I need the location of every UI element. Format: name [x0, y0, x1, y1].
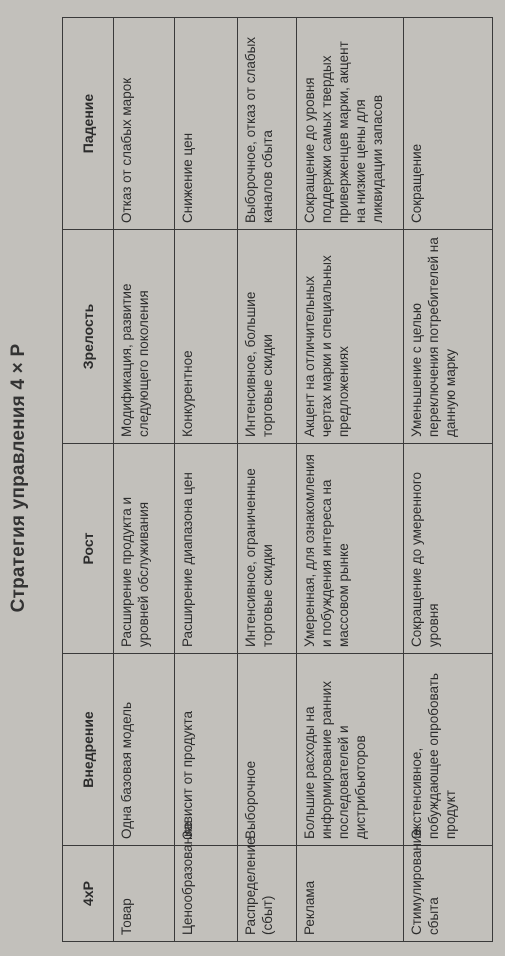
row-label: Товар: [114, 846, 175, 942]
table-cell: Интенсивное, ограниченные торговые скидки: [238, 444, 297, 654]
table-cell: Сокращение до уровня поддержки самых твердых приверженцев марки, акцент на низкие цены для ликвидации запасов: [297, 18, 404, 230]
table-cell: Уменьшение с целью переключения потребителей на данную марку: [404, 230, 493, 444]
table-cell: Снижение цен: [175, 18, 238, 230]
column-header: Внедрение: [63, 654, 114, 846]
table-cell: Акцент на отличительных чертах марки и специальных предложениях: [297, 230, 404, 444]
table-cell: Одна базовая модель: [114, 654, 175, 846]
table-cell: Модификация, развитие следующего поколения: [114, 230, 175, 444]
table-cell: Большие расходы на информирование ранних последователей и дистрибьюторов: [297, 654, 404, 846]
table-cell: Конкурентное: [175, 230, 238, 444]
table-row: [238, 18, 297, 942]
table-cell: Расширение продукта и уровней обслуживания: [114, 444, 175, 654]
row-label: Реклама: [297, 846, 404, 942]
page-title: Стратегия управления 4 × Р: [8, 343, 29, 613]
table-row: [114, 18, 175, 942]
table-cell: Отказ от слабых марок: [114, 18, 175, 230]
table-cell: Сокращение до умеренного уровня: [404, 444, 493, 654]
strategy-table: [62, 17, 493, 942]
column-header: Рост: [63, 444, 114, 654]
table-header-row: [63, 18, 114, 942]
table-cell: Выборочное, отказ от слабых каналов сбыта: [238, 18, 297, 230]
table-cell: Сокращение: [404, 18, 493, 230]
table-cell: Зависит от продукта: [175, 654, 238, 846]
table-cell: Экстенсивное, побуждающее опробовать продукт: [404, 654, 493, 846]
table-row: [297, 18, 404, 942]
table-row: [404, 18, 493, 942]
column-header: Падение: [63, 18, 114, 230]
column-header: 4хР: [63, 846, 114, 942]
table-row: [175, 18, 238, 942]
row-label: Ценообразование: [175, 846, 238, 942]
column-header: Зрелость: [63, 230, 114, 444]
table-cell: Расширение диапазона цен: [175, 444, 238, 654]
row-label: Стимулирование сбыта: [404, 846, 493, 942]
table-cell: Интенсивное, большие торговые скидки: [238, 230, 297, 444]
row-label: Распределение (сбыт): [238, 846, 297, 942]
table-cell: Умеренная, для ознакомления и побуждения интереса на массовом рынке: [297, 444, 404, 654]
table-cell: Выборочное: [238, 654, 297, 846]
